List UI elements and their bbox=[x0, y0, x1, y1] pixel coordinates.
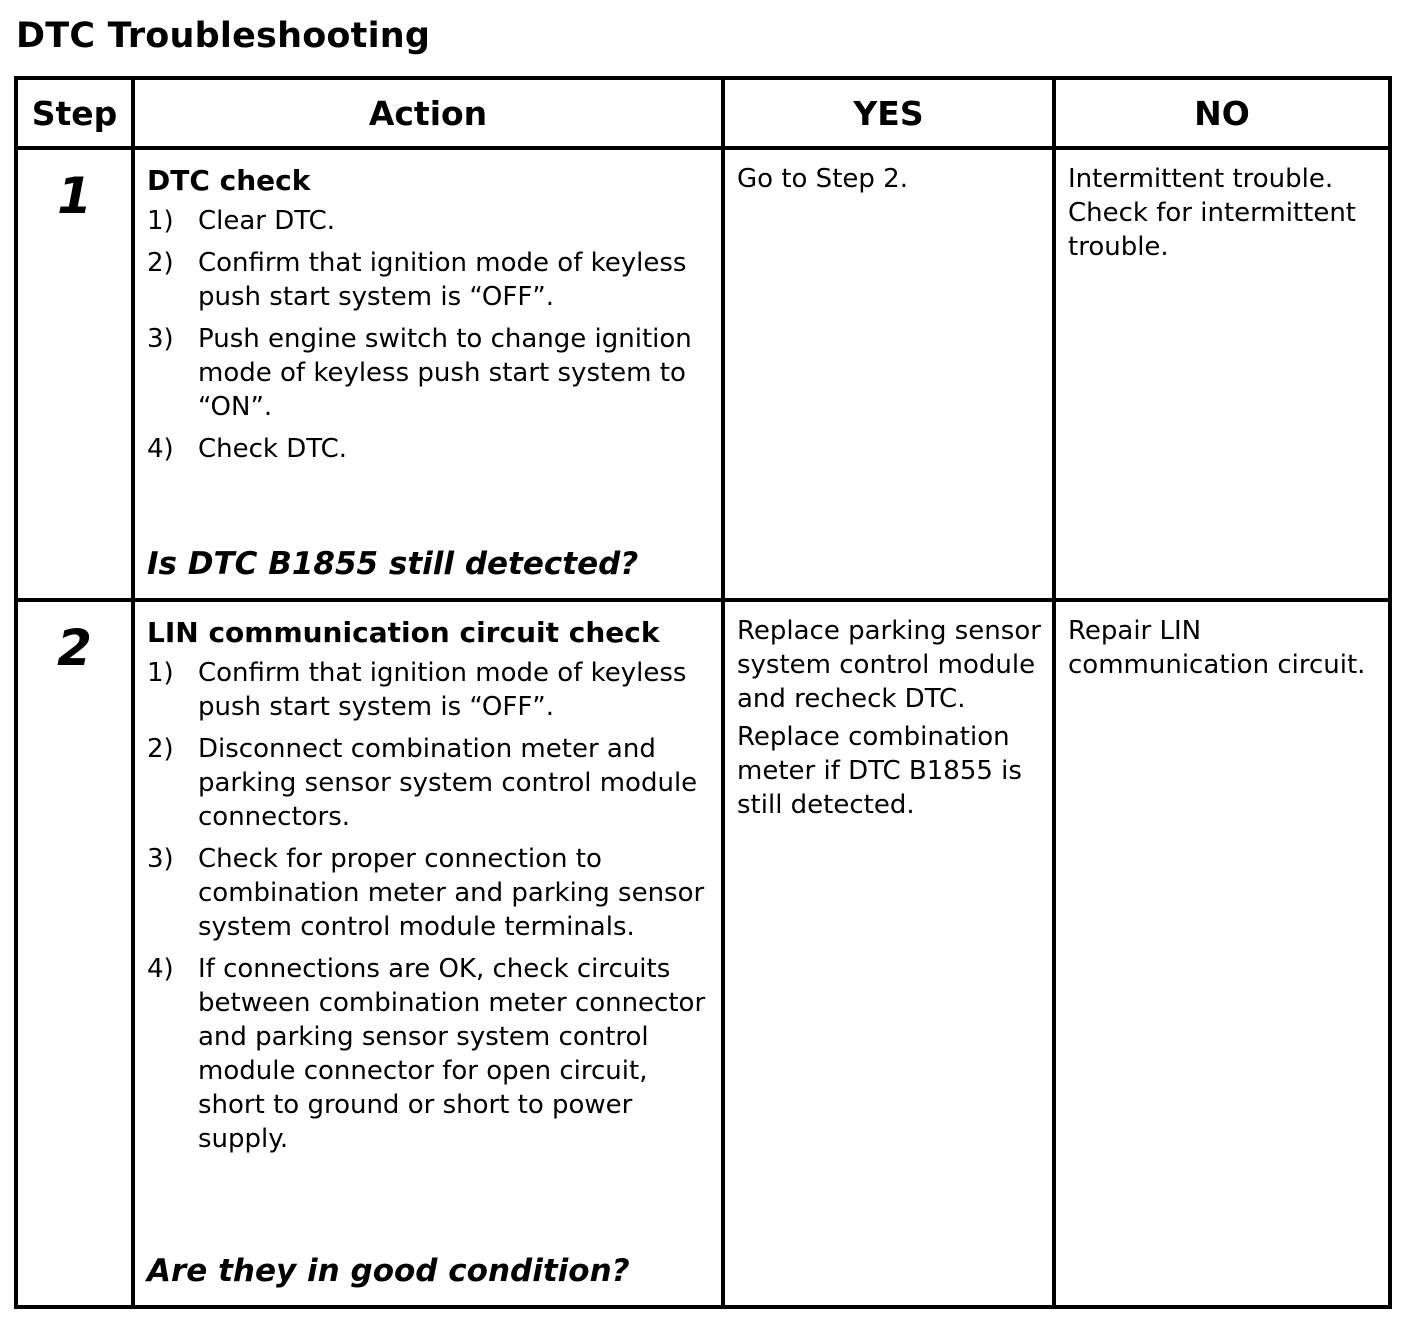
step-index: 3) bbox=[147, 324, 174, 354]
list-item bbox=[147, 432, 711, 466]
step-text: Disconnect combination meter and parking sensor system control module connectors. bbox=[198, 733, 698, 832]
yes-text: Replace combination meter if DTC B1855 is still detected. bbox=[737, 721, 1022, 820]
list-item bbox=[147, 842, 711, 944]
step-number: 1 bbox=[57, 167, 92, 225]
action-cell bbox=[133, 600, 723, 1307]
no-text: Intermittent trouble. Check for intermittent trouble. bbox=[1068, 164, 1356, 262]
step-number: 2 bbox=[57, 618, 92, 677]
yes-cell bbox=[723, 148, 1054, 600]
no-text: Repair LIN communication circuit. bbox=[1068, 615, 1366, 680]
header-action: Action bbox=[133, 78, 723, 148]
yes-cell bbox=[723, 600, 1054, 1307]
step-text: Clear DTC. bbox=[198, 206, 336, 236]
page-title: DTC Troubleshooting bbox=[16, 16, 431, 56]
step-text: Check DTC. bbox=[198, 434, 348, 464]
step-text: If connections are OK, check circuits between combination meter connector and parking sensor system control module connector for open circuit, short to ground or short to power supply. bbox=[198, 953, 706, 1154]
step-text: Check for proper connection to combination meter and parking sensor system control module terminals. bbox=[198, 843, 705, 942]
header-no: NO bbox=[1054, 78, 1390, 148]
table-row bbox=[16, 600, 1390, 1307]
action-question: Is DTC B1855 still detected? bbox=[147, 545, 639, 582]
action-cell bbox=[133, 148, 723, 600]
step-text: Confirm that ignition mode of keyless push start system is “OFF”. bbox=[198, 248, 687, 312]
header-step: Step bbox=[16, 78, 133, 148]
action-heading: DTC check bbox=[147, 164, 311, 197]
action-heading: LIN communication circuit check bbox=[147, 615, 660, 649]
no-cell bbox=[1054, 148, 1390, 600]
step-index: 2) bbox=[147, 733, 174, 764]
list-item bbox=[147, 656, 711, 724]
step-index: 2) bbox=[147, 248, 174, 278]
step-text: Confirm that ignition mode of keyless push start system is “OFF”. bbox=[198, 657, 687, 722]
header-row bbox=[16, 78, 1390, 148]
yes-text: Replace parking sensor system control module and recheck DTC. bbox=[737, 615, 1041, 714]
no-cell bbox=[1054, 600, 1390, 1307]
list-item bbox=[147, 246, 711, 314]
action-steps bbox=[147, 656, 711, 1156]
step-index: 1) bbox=[147, 657, 174, 688]
step-index: 4) bbox=[147, 434, 174, 464]
yes-text: Go to Step 2. bbox=[737, 164, 908, 194]
action-question: Are they in good condition? bbox=[147, 1253, 630, 1289]
troubleshooting-table bbox=[14, 76, 1392, 1309]
step-index: 1) bbox=[147, 206, 174, 236]
step-cell bbox=[16, 600, 133, 1307]
list-item bbox=[147, 204, 711, 238]
action-steps bbox=[147, 204, 711, 466]
step-index: 3) bbox=[147, 843, 174, 874]
table-row bbox=[16, 148, 1390, 600]
step-text: Push engine switch to change ignition mode of keyless push start system to “ON”. bbox=[198, 324, 692, 422]
list-item bbox=[147, 952, 711, 1156]
step-index: 4) bbox=[147, 953, 174, 984]
list-item bbox=[147, 322, 711, 424]
header-yes: YES bbox=[723, 78, 1054, 148]
list-item bbox=[147, 732, 711, 834]
step-cell bbox=[16, 148, 133, 600]
